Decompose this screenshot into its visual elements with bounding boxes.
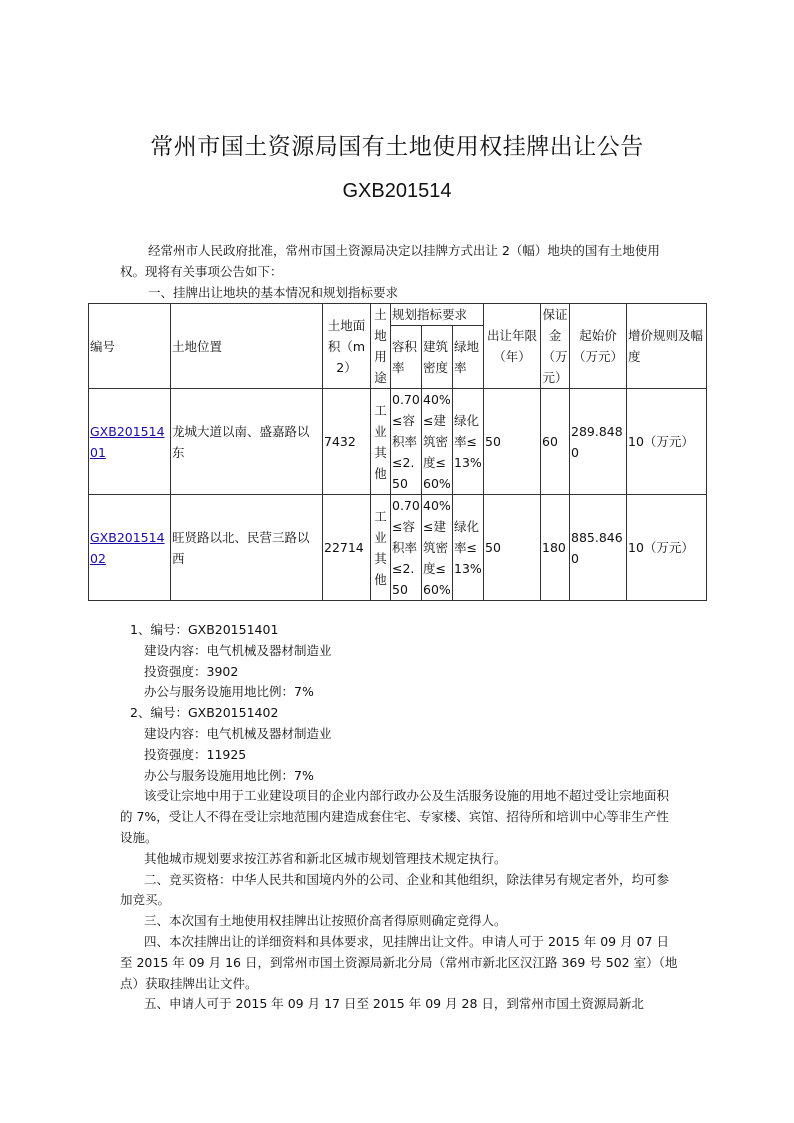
restriction-paragraph: 该受让宗地中用于工业建设项目的企业内部行政办公及生活服务设施的用地不超过受让宗地面积的 7%，受让人不得在受让宗地范围内建造成套住宅、专家楼、宾馆、招待所和培训中心等非生产性设施。 bbox=[120, 788, 670, 845]
table-row bbox=[89, 495, 707, 601]
section-heading: 一、挂牌出让地块的基本情况和规划指标要求 bbox=[148, 285, 399, 300]
row-start-price: 885.8460 bbox=[570, 495, 627, 601]
section-3-paragraph: 三、本次国有土地使用权挂牌出让按照价高者得原则确定竞得人。 bbox=[144, 913, 507, 929]
parcel-1-office-ratio: 办公与服务设施用地比例：7% bbox=[144, 684, 314, 700]
row-id-cell bbox=[89, 389, 171, 495]
section-5-paragraph: 五、申请人可于 2015 年 09 月 17 日至 2015 年 09 月 28 日，到常州市国土资源局新北 bbox=[144, 996, 644, 1012]
row-location: 旺贤路以北、民营三路以西 bbox=[171, 495, 323, 601]
row-term: 50 bbox=[484, 389, 541, 495]
section-2-paragraph: 二、竞买资格：中华人民共和国境内外的公司、企业和其他组织，除法律另有规定者外，均可参加竞买。 bbox=[120, 871, 670, 908]
row-start-price: 289.8480 bbox=[570, 389, 627, 495]
row-increment: 10（万元） bbox=[627, 495, 707, 601]
row-use: 工业其他 bbox=[371, 495, 391, 601]
row-density: 40%≤建筑密度≤60% bbox=[422, 495, 453, 601]
row-green: 绿化率≤13% bbox=[453, 389, 484, 495]
table-header-row bbox=[89, 304, 707, 326]
header-deposit: 保证金（万元） bbox=[541, 304, 570, 389]
header-green: 绿地率 bbox=[453, 326, 484, 389]
land-table bbox=[88, 303, 707, 601]
row-term: 50 bbox=[484, 495, 541, 601]
row-deposit: 60 bbox=[541, 389, 570, 495]
header-area: 土地面积（m2） bbox=[323, 304, 371, 389]
row-location: 龙城大道以南、盛嘉路以东 bbox=[171, 389, 323, 495]
row-area: 7432 bbox=[323, 389, 371, 495]
row-id-cell bbox=[89, 495, 171, 601]
header-id: 编号 bbox=[89, 304, 171, 389]
row-use: 工业其他 bbox=[371, 389, 391, 495]
parcel-1-id: 1、编号：GXB20151401 bbox=[130, 622, 279, 637]
row-increment: 10（万元） bbox=[627, 389, 707, 495]
table-row bbox=[89, 389, 707, 495]
parcel-link[interactable]: GXB20151402 bbox=[90, 529, 165, 566]
parcel-link[interactable]: GXB20151401 bbox=[90, 423, 165, 460]
announcement-code: GXB201514 bbox=[342, 180, 452, 202]
section-4-paragraph: 四、本次挂牌出让的详细资料和具体要求，见挂牌出让文件。申请人可于 2015 年 09 月 07 日至 2015 年 09 月 16 日，到常州市国土资源局新北分局（常州市新北区汉江路 369 号 502 室）（地点）获取挂牌出让文件。 bbox=[120, 933, 678, 991]
header-plan: 规划指标要求 bbox=[391, 304, 484, 326]
intro-paragraph: 经常州市人民政府批准，常州市国土资源局决定以挂牌方式出让 2（幅）地块的国有土地使用权。现将有关事项公告如下： bbox=[120, 243, 660, 279]
parcel-1-investment: 投资强度：3902 bbox=[144, 663, 239, 679]
header-start-price: 起始价（万元） bbox=[570, 304, 627, 389]
parcel-2-office-ratio: 办公与服务设施用地比例：7% bbox=[144, 767, 314, 783]
header-increment: 增价规则及幅度 bbox=[627, 304, 707, 389]
header-location: 土地位置 bbox=[171, 304, 323, 389]
parcel-1-content: 建设内容：电气机械及器材制造业 bbox=[144, 642, 332, 658]
row-area: 22714 bbox=[323, 495, 371, 601]
parcel-2-content: 建设内容：电气机械及器材制造业 bbox=[144, 725, 332, 741]
header-term: 出让年限（年） bbox=[484, 304, 541, 389]
header-far: 容积率 bbox=[391, 326, 422, 389]
row-density: 40%≤建筑密度≤60% bbox=[422, 389, 453, 495]
row-deposit: 180 bbox=[541, 495, 570, 601]
row-far: 0.70≤容积率≤2.50 bbox=[391, 389, 422, 495]
parcel-2-id: 2、编号：GXB20151402 bbox=[130, 705, 279, 721]
row-green: 绿化率≤13% bbox=[453, 495, 484, 601]
page-title: 常州市国土资源局国有土地使用权挂牌出让公告 bbox=[150, 134, 644, 160]
parcel-2-investment: 投资强度：11925 bbox=[144, 746, 247, 762]
row-far: 0.70≤容积率≤2.50 bbox=[391, 495, 422, 601]
header-use: 土地用途 bbox=[371, 304, 391, 389]
header-density: 建筑密度 bbox=[422, 326, 453, 389]
announcement-body bbox=[120, 620, 680, 1015]
planning-paragraph: 其他城市规划要求按江苏省和新北区城市规划管理技术规定执行。 bbox=[144, 850, 507, 866]
